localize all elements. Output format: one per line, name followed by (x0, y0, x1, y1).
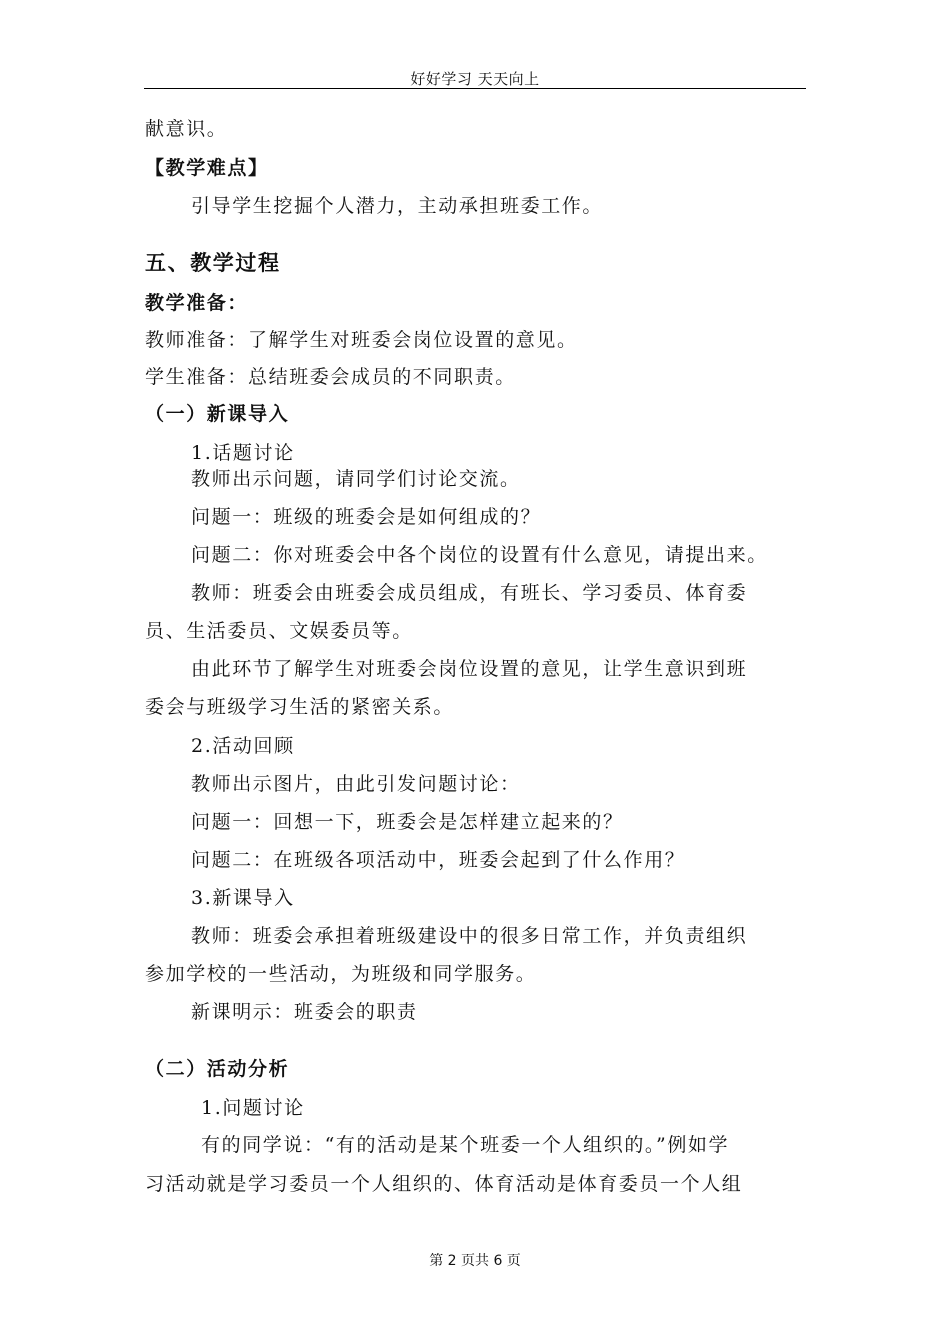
body-line: 问题一：回想一下，班委会是怎样建立起来的？ (191, 811, 624, 833)
header-rule (144, 88, 806, 89)
section-heading-difficulty: 【教学难点】 (145, 157, 269, 179)
body-line: 新课明示：班委会的职责 (191, 1001, 418, 1023)
body-line: 教师出示图片，由此引发问题讨论： (191, 773, 521, 795)
body-line: 参加学校的一些活动，为班级和同学服务。 (145, 963, 537, 985)
body-line: 教师：班委会承担着班级建设中的很多日常工作，并负责组织 (191, 925, 748, 947)
page-number: 第 2 页共 6 页 (429, 1253, 521, 1269)
subheading-analysis: （二）活动分析 (145, 1058, 290, 1080)
body-line: 献意识。 (145, 118, 228, 140)
numbered-item-title: 3.新课导入 (191, 887, 295, 909)
body-line: 教师：班委会由班委会成员组成，有班长、学习委员、体育委 (191, 582, 748, 604)
body-line: 习活动就是学习委员一个人组织的、体育活动是体育委员一个人组 (145, 1173, 743, 1195)
numbered-item-title: 1.话题讨论 (191, 442, 295, 464)
section-heading-process: 五、教学过程 (145, 251, 281, 275)
body-line: 引导学生挖掘个人潜力，主动承担班委工作。 (191, 195, 604, 217)
subheading-intro: （一）新课导入 (145, 403, 290, 425)
body-line: 员、生活委员、文娱委员等。 (145, 620, 413, 642)
body-line: 问题一：班级的班委会是如何组成的？ (191, 506, 542, 528)
subheading-preparation: 教学准备： (145, 292, 249, 314)
body-line: 由此环节了解学生对班委会岗位设置的意见，让学生意识到班 (191, 658, 748, 680)
body-line: 问题二：你对班委会中各个岗位的设置有什么意见，请提出来。 (191, 544, 768, 566)
body-line: 委会与班级学习生活的紧密关系。 (145, 696, 455, 718)
body-line: 问题二：在班级各项活动中，班委会起到了什么作用？ (191, 849, 686, 871)
body-line: 教师准备：了解学生对班委会岗位设置的意见。 (145, 329, 578, 351)
page-header: 好好学习 天天向上 (410, 70, 540, 88)
body-line: 有的同学说：“有的活动是某个班委一个人组织的。”例如学 (201, 1134, 730, 1156)
numbered-item-title: 1.问题讨论 (201, 1097, 305, 1119)
body-line: 学生准备：总结班委会成员的不同职责。 (145, 366, 516, 388)
body-line: 教师出示问题，请同学们讨论交流。 (191, 468, 521, 490)
numbered-item-title: 2.活动回顾 (191, 735, 295, 757)
